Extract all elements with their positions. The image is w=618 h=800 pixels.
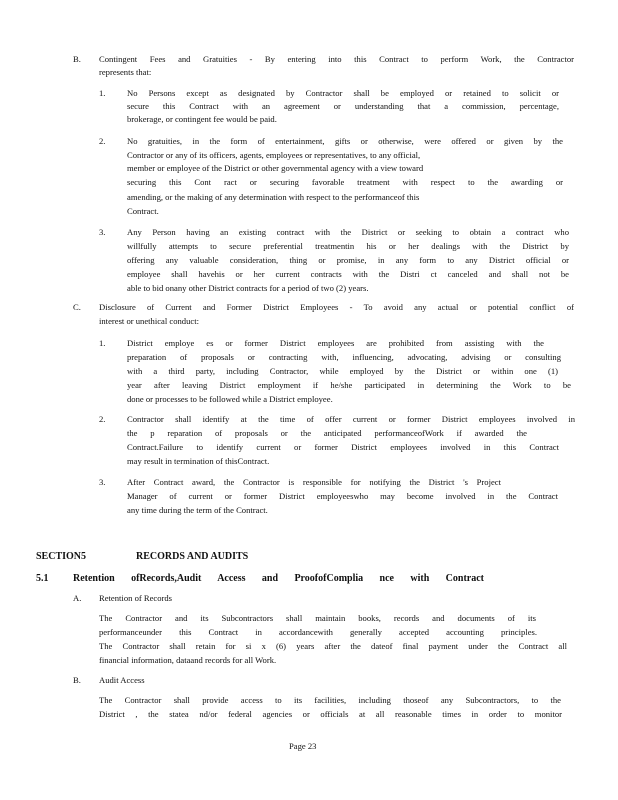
section-c-item-1-line-2: preparation of proposals or contracting with, influencing, advocating, advising or consulting [127, 352, 561, 362]
section-b-line-1: Contingent Fees and Gratuities - By entering into this Contract to perform Work, the Contractor [99, 54, 574, 64]
section-b-item-3-line-1: Any Person having an existing contract with the District or seeking to obtain a contract who [127, 227, 569, 237]
section-c-item-3-num: 3. [99, 477, 106, 487]
section-b-item-3-line-2: willfully attempts to secure preferential treatmentin his or her dealings with the District by [127, 241, 569, 251]
subsection-a-line-4: financial information, dataand records for all Work. [99, 655, 277, 665]
section-b-item-2-num: 2. [99, 136, 106, 146]
section-c-item-1-line-4: year after leaving District employment if he/she participated in determining the Work to be [127, 380, 571, 390]
section-b-item-1-line-3: brokerage, or contingent fee would be paid. [127, 114, 277, 124]
page-number: Page 23 [289, 741, 317, 751]
subsection-5-1-title: Retention ofRecords,Audit Access and ProofofComplia nce with Contract [73, 573, 484, 584]
section-c-item-3-line-2: Manager of current or former District employeeswho may become involved in the Contract [127, 491, 558, 501]
section-b-item-2-line-2: Contractor or any of its officers, agents, employees or representatives, to any official, [127, 150, 421, 160]
section-c-item-2-line-4: may result in termination of thisContract. [127, 456, 270, 466]
section-c-item-3-line-3: any time during the term of the Contract. [127, 505, 268, 515]
section-b-item-2-line-1: No gratuities, in the form of entertainment, gifts or otherwise, were offered or given by the [127, 136, 563, 146]
subsection-b-title: Audit Access [99, 675, 145, 685]
subsection-a-line-2: performanceunder this Contract in accordancewith generally accepted accounting principles. [99, 627, 537, 637]
section-c-item-2-line-3: Contract.Failure to identify current or former District employees involved in this Contract [127, 442, 559, 452]
section-5-title: RECORDS AND AUDITS [136, 551, 249, 562]
section-c-item-2-line-2: the p reparation of proposals or the anticipated performanceofWork if awarded the [127, 428, 527, 438]
section-b-item-1-line-2: secure this Contract with an agreement or understanding that a commission, percentage, [127, 101, 559, 111]
section-b-item-2-line-6: Contract. [127, 206, 159, 216]
section-b-item-3-line-5: able to bid onany other District contracts for a period of two (2) years. [127, 283, 369, 293]
subsection-b-marker: B. [73, 675, 81, 685]
subsection-b-line-1: The Contractor shall provide access to its facilities, including thoseof any Subcontractors, to the [99, 695, 561, 705]
subsection-b-line-2: District , the statea nd/or federal agencies or officials at all reasonable times in order to monitor [99, 709, 562, 719]
section-c-item-1-num: 1. [99, 338, 106, 348]
subsection-a-title: Retention of Records [99, 593, 173, 603]
section-c-item-2-num: 2. [99, 414, 106, 424]
section-c-item-3-line-1: After Contract award, the Contractor is responsible for notifying the District 's Project [127, 477, 501, 487]
subsection-5-1-number: 5.1 [36, 573, 49, 584]
section-c-marker: C. [73, 302, 81, 312]
section-c-item-1-line-1: District employe es or former District employees are prohibited from assisting with the [127, 338, 544, 348]
section-b-item-2-line-5: amending, or the making of any determination with respect to the performanceof this [127, 192, 420, 202]
section-c-item-1-line-3: with a third party, including Contractor, while employed by the District or within one (1) [127, 366, 558, 376]
section-b-item-1-num: 1. [99, 88, 106, 98]
section-c-item-2-line-1: Contractor shall identify at the time of offer current or former District employees involved in [127, 414, 575, 424]
section-b-item-2-line-4: securing this Cont ract or securing favorable treatment with respect to the awarding or [127, 177, 563, 187]
section-b-item-2-line-3: member or employee of the District or other governmental agency with a view toward [127, 163, 424, 173]
section-c-item-1-line-5: done or processes to be followed while a District employee. [127, 394, 333, 404]
section-c-line-2: interest or unethical conduct: [99, 316, 199, 326]
section-b-item-3-line-4: employee shall havehis or her current contracts with the Distri ct canceled and shall not be [127, 269, 569, 279]
subsection-a-line-1: The Contractor and its Subcontractors shall maintain books, records and documents of its [99, 613, 536, 623]
section-c-line-1: Disclosure of Current and Former District Employees - To avoid any actual or potential conflict of [99, 302, 574, 312]
section-b-item-3-num: 3. [99, 227, 106, 237]
section-b-item-1-line-1: No Persons except as designated by Contractor shall be employed or retained to solicit or [127, 88, 559, 98]
subsection-a-line-3: The Contractor shall retain for si x (6) years after the dateof final payment under the Contract all [99, 641, 567, 651]
section-b-item-3-line-3: offering any valuable consideration, thing or promise, in any form to any District official or [127, 255, 569, 265]
subsection-a-marker: A. [73, 593, 82, 603]
section-5-number: SECTION5 [36, 551, 87, 562]
section-b-line-2: represents that: [99, 67, 152, 77]
section-b-marker: B. [73, 54, 81, 64]
